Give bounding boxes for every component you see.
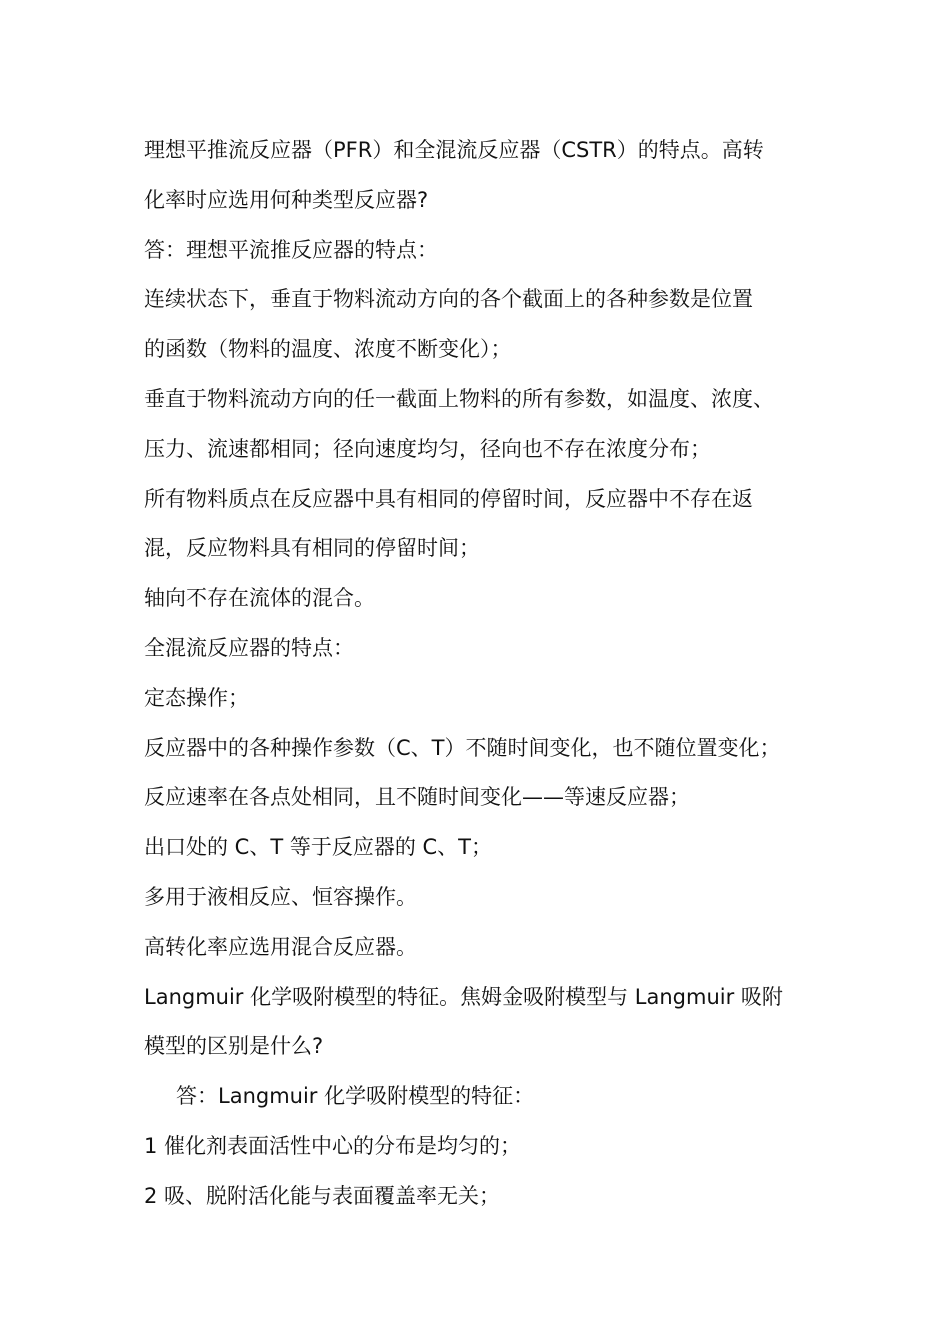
- question-langmuir-line-2: 模型的区别是什么?: [144, 1034, 324, 1059]
- pfr-feature-3-line-1: 所有物料质点在反应器中具有相同的停留时间，反应器中不存在返: [144, 486, 753, 511]
- pfr-feature-3-line-2: 混，反应物料具有相同的停留时间；: [144, 536, 480, 561]
- cstr-heading: 全混流反应器的特点：: [144, 635, 354, 660]
- langmuir-feature-2: 2 吸、脱附活化能与表面覆盖率无关；: [144, 1183, 501, 1208]
- cstr-feature-4: 出口处的 C、T 等于反应器的 C、T；: [144, 835, 493, 860]
- answer-pfr-heading: 答：理想平流推反应器的特点：: [144, 237, 438, 262]
- pfr-feature-1-line-1: 连续状态下，垂直于物料流动方向的各个截面上的各种参数是位置: [144, 287, 753, 312]
- question-pfr-cstr-line-1: 理想平推流反应器（PFR）和全混流反应器（CSTR）的特点。高转: [144, 138, 764, 162]
- langmuir-feature-1: 1 催化剂表面活性中心的分布是均匀的；: [144, 1133, 522, 1158]
- pfr-feature-4: 轴向不存在流体的混合。: [144, 586, 375, 611]
- pfr-feature-1-line-2: 的函数（物料的温度、浓度不断变化）；: [144, 337, 512, 362]
- question-pfr-cstr-line-2: 化率时应选用何种类型反应器?: [144, 187, 429, 212]
- pfr-feature-2-line-1: 垂直于物料流动方向的任一截面上物料的所有参数，如温度、浓度、: [144, 386, 774, 411]
- document-body: [144, 126, 824, 1222]
- answer-langmuir-heading: 答：Langmuir 化学吸附模型的特征：: [176, 1084, 535, 1109]
- cstr-feature-3: 反应速率在各点处相同，且不随时间变化——等速反应器；: [144, 785, 690, 810]
- cstr-feature-1: 定态操作；: [144, 685, 249, 710]
- cstr-feature-5: 多用于液相反应、恒容操作。: [144, 884, 417, 909]
- conversion-answer: 高转化率应选用混合反应器。: [144, 934, 417, 959]
- cstr-feature-2: 反应器中的各种操作参数（C、T）不随时间变化，也不随位置变化；: [144, 735, 781, 760]
- question-langmuir-line-1: Langmuir 化学吸附模型的特征。焦姆金吸附模型与 Langmuir 吸附: [144, 984, 783, 1009]
- pfr-feature-2-line-2: 压力、流速都相同；径向速度均匀，径向也不存在浓度分布；: [144, 436, 711, 461]
